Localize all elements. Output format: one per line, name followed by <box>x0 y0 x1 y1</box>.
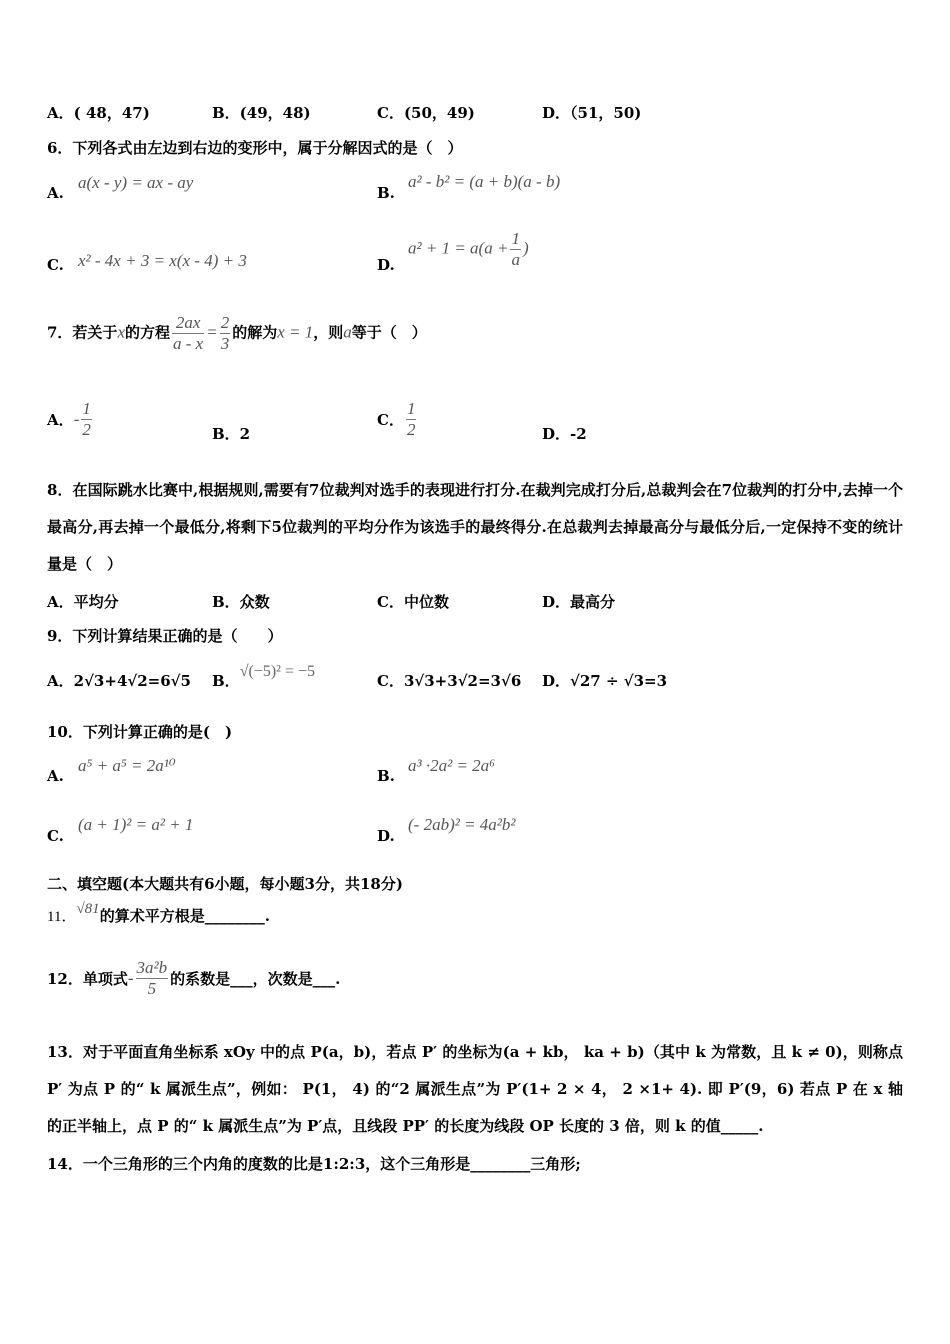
q12-numerator: 3a²b <box>136 958 168 977</box>
q7-option-d: D．-2 <box>542 425 587 443</box>
q9-option-b-label: B． <box>212 672 240 690</box>
q10-option-b-label: B. <box>377 767 395 785</box>
q7-option-a-label: A． <box>47 411 74 429</box>
q9-option-c <box>377 670 521 691</box>
q8-option-b: B．众数 <box>212 593 270 611</box>
q6-d-left: a² + 1 = a(a + <box>408 238 509 258</box>
q6-d-right: ) <box>522 238 529 258</box>
q7-option-b: B．2 <box>212 425 251 443</box>
q8-option-a: A．平均分 <box>47 593 119 611</box>
q7-var-x: x <box>117 322 125 342</box>
q5-option-a: A．( 48，47) <box>47 104 150 122</box>
q9-option-d <box>542 670 667 691</box>
q7-suffix: 等于（ ） <box>351 323 427 342</box>
q9-option-a-label: A． <box>47 672 74 690</box>
q12-suffix: 的系数是___，次数是___. <box>170 970 341 988</box>
q9-stem: 9．下列计算结果正确的是（ ） <box>47 627 283 645</box>
q7-option-a-numerator: 1 <box>82 399 91 418</box>
q5-option-c: C．(50，49) <box>377 104 475 122</box>
q10-option-b-expr: a³ ·2a² = 2a⁶ <box>408 756 496 775</box>
q11 <box>47 901 270 926</box>
q8-option-d: D．最高分 <box>542 593 616 611</box>
q9-option-c-label: C． <box>377 672 404 690</box>
q10-option-a-expr: a⁵ + a⁵ = 2a¹⁰ <box>78 756 176 775</box>
q9-option-d-expr: √27 ÷ √3=3 <box>570 672 668 690</box>
q7-stem <box>47 313 427 354</box>
q7-equation-denominator: a - x <box>173 334 204 353</box>
q6-option-b-label: B. <box>377 184 395 202</box>
q9-option-b <box>212 663 315 691</box>
section-heading: 二、填空题(本大题共有6小题，每小题3分，共18分) <box>47 875 403 893</box>
q11-suffix: 的算术平方根是________. <box>99 907 270 925</box>
q7-mid: 的方程 <box>124 323 170 342</box>
q6-option-c-expr: x² - 4x + 3 = x(x - 4) + 3 <box>78 251 247 270</box>
q10-option-c-label: C. <box>47 827 64 845</box>
q11-prefix: 11． <box>47 909 77 925</box>
q5-option-d: D．（51，50) <box>542 104 642 122</box>
q7-option-a <box>47 399 94 440</box>
q5-option-b: B．(49，48) <box>212 104 311 122</box>
q7-equals: = <box>206 322 218 342</box>
q6-stem: 6．下列各式由左边到右边的变形中，属于分解因式的是（ ） <box>47 139 463 157</box>
q9-option-c-expr: 3√3+3√2=3√6 <box>403 672 522 690</box>
q6-option-a-label: A. <box>47 184 64 202</box>
q7-var-a: a <box>343 322 352 342</box>
q9-option-a <box>47 670 191 691</box>
q9-option-d-label: D． <box>542 672 571 690</box>
q6-d-denominator: a <box>511 250 520 269</box>
q6-option-d-label: D. <box>377 256 395 274</box>
q11-expr: √81 <box>76 901 100 917</box>
q14-stem: 14．一个三角形的三个内角的度数的比是1:2:3，这个三角形是________三角形; <box>47 1155 581 1173</box>
q9-option-a-expr: 2√3+4√2=6√5 <box>73 672 191 690</box>
q7-option-c-denominator: 2 <box>406 420 416 439</box>
q7-mid2: 的解为 <box>232 323 278 342</box>
q7-mid3: ，则 <box>313 323 344 342</box>
q10-option-a-label: A. <box>47 767 64 785</box>
q7-option-a-sign: - <box>73 409 80 429</box>
q9-option-b-expr: √(−5)² = −5 <box>239 663 315 680</box>
q6-option-a-expr: a(x - y) = ax - ay <box>78 173 194 192</box>
q7-equation-numerator: 2ax <box>172 313 204 334</box>
q10-stem: 10．下列计算正确的是( ) <box>47 723 233 741</box>
q7-option-c-numerator: 1 <box>406 399 416 418</box>
q10-option-c-expr: (a + 1)² = a² + 1 <box>78 815 194 834</box>
q7-rhs-numerator: 2 <box>220 313 230 332</box>
q12-sign: - <box>127 968 134 988</box>
q8-stem: 8．在国际跳水比赛中,根据规则,需要有7位裁判对选手的表现进行打分.在裁判完成打分后,总裁判会在7位裁判的打分中,去掉一个最高分,再去掉一个最低分,将剩下5位裁判的平均分作为该选手的最终得分.在总裁判去掉最高分与最低分后,一定保持不变的统计量是（ ） <box>47 481 903 573</box>
q7-option-a-denominator: 2 <box>82 420 91 439</box>
q7-rhs-denominator: 3 <box>220 334 230 353</box>
q7-option-c-label: C． <box>377 411 404 429</box>
q7-option-c <box>377 399 418 440</box>
q6-option-d-expr <box>408 229 529 270</box>
q7-solution: x = 1 <box>277 322 314 342</box>
q7-prefix: 7．若关于 <box>47 323 118 342</box>
q10-option-d-label: D. <box>377 827 395 845</box>
q6-option-c-label: C. <box>47 256 64 274</box>
q12 <box>47 958 340 999</box>
q10-option-d-expr: (- 2ab)² = 4a²b² <box>408 815 516 834</box>
q6-d-numerator: 1 <box>511 229 520 248</box>
q8-option-c: C．中位数 <box>377 593 449 611</box>
q12-prefix: 12．单项式 <box>47 970 128 988</box>
q6-option-b-expr: a² - b² = (a + b)(a - b) <box>408 172 561 191</box>
q13-stem: 13．对于平面直角坐标系 xOy 中的点 P(a，b)，若点 P′ 的坐标为(a + kb， ka + b)（其中 k 为常数，且 k ≠ 0)，则称点 P′ 为点 P 的“ k 属派生点”，例如： P(1， 4) 的“2 属派生点”为 P′(1+ 2 × 4， 2 ×1+ 4). 即 P′(9，6) 若点 P 在 x 轴的正半轴上，点 P 的“ k 属派生点”为 P′点，且线段 PP′ 的长度为线段 OP 长度的 3 倍，则 k 的值_____. <box>47 1043 903 1135</box>
q12-denominator: 5 <box>147 979 157 998</box>
